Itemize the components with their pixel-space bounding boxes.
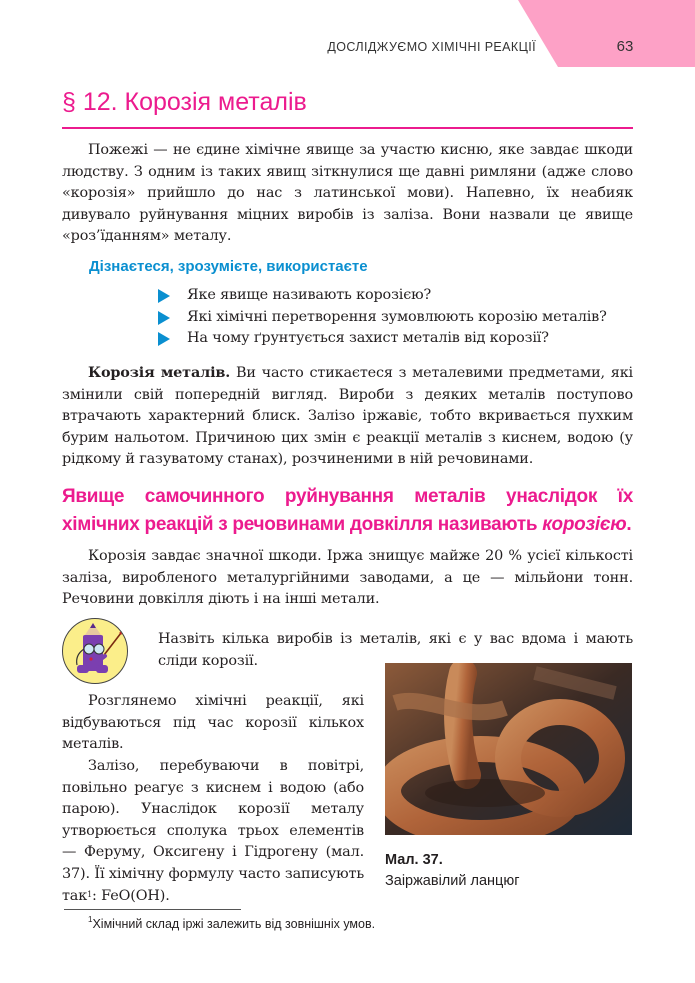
objective-item: Яке явище називають корозією? xyxy=(158,285,633,307)
objective-item: Які хімічні перетворення зумовлюють корозію металів? xyxy=(158,307,633,329)
figure-caption: Заіржавілий ланцюг xyxy=(385,873,520,889)
task-text: Назвіть кілька виробів із металів, які є у вас вдома і мають сліди корозії. xyxy=(158,631,633,669)
page-corner-tab xyxy=(518,0,695,67)
paragraph-lead: Корозія металів. xyxy=(88,364,231,381)
defined-term: корозією xyxy=(542,514,627,535)
objectives-heading: Дізнаєтеся, зрозумієте, використаєте xyxy=(89,258,368,275)
damage-paragraph: Корозія завдає значної шкоди. Іржа знищує майже 20 % усієї кількості заліза, виробленого металургійними заводами, а це — мільйони тонн. Речовини довкілля діють і на інші метали. xyxy=(62,548,633,608)
definition-box: Явище самочинного руйнування металів унаслідок їх хімічних реакцій з речовинами довкілля називають корозією. xyxy=(62,486,633,535)
triangle-bullet-icon xyxy=(158,289,170,303)
objective-item: На чому ґрунтується захист металів від корозії? xyxy=(158,328,633,350)
page-number: 63 xyxy=(616,38,634,55)
reactions-paragraph-2: Залізо, перебуваючи в повітрі, повільно реагує з киснем і водою (або парою). Унаслідок корозії металу утворюється сполука трьох елементів — Феруму, Оксигену і Гідрогену (мал. 37). Її хімічну формулу часто записують так$^1$: FeO(OH). xyxy=(62,758,364,904)
title-underline xyxy=(62,127,633,129)
triangle-bullet-icon xyxy=(158,332,170,346)
chemical-formula: : FeO(OH). xyxy=(92,887,170,904)
intro-paragraph: Пожежі — не єдине хімічне явище за участю кисню, яке завдає шкоди людству. З одним із таких явищ зіткнулися ще давні римляни (адже слово «корозія» прийшло до нас з латинської мови). Напевно, їх неабияк дивувало руйнування міцних виробів із заліза. Вони назвали це явище «роз’їданням» металу. xyxy=(62,142,633,245)
objectives-list xyxy=(158,285,633,350)
section-title: § 12. Корозія металів xyxy=(62,88,307,116)
triangle-bullet-icon xyxy=(158,311,170,325)
footnote-reference: 1 xyxy=(87,889,93,899)
footnote-separator xyxy=(64,909,241,910)
pencil-teacher-mascot-icon xyxy=(62,618,128,684)
rusty-chain-photo xyxy=(385,663,632,835)
running-head: ДОСЛІДЖУЄМО ХІМІЧНІ РЕАКЦІЇ xyxy=(327,40,536,54)
footnote: $^1$Хімічний склад іржі залежить від зовнішніх умов. xyxy=(88,915,376,931)
corrosion-paragraph: Корозія металів. Ви часто стикаєтеся з металевими предметами, які змінили свій попередній вигляд. Вироби з деяких металів поступово втрачають характерний блиск. Залізо іржавіє, тобто вкривається пухким бурим нальотом. Причиною цих змін є реакції металів з киснем, водою (у рідкому й газуватому станах), розчиненими в ній речовинами. xyxy=(62,364,634,468)
reactions-paragraph-1: Розглянемо хімічні реакції, які відбуваються під час корозії кількох металів. xyxy=(62,693,364,753)
figure-number: Мал. 37. xyxy=(385,852,443,868)
footnote-mark: 1 xyxy=(88,915,93,924)
